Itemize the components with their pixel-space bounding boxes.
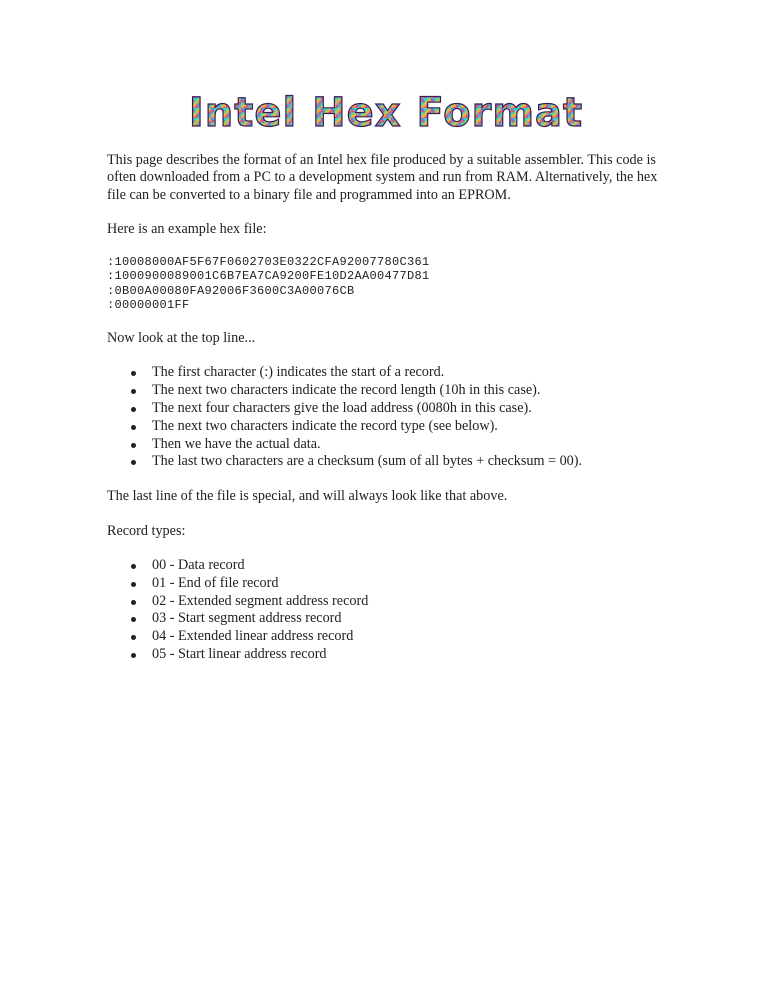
list-item: The last two characters are a checksum (sum of all bytes + checksum = 00). <box>152 453 667 471</box>
list-item: 01 - End of file record <box>152 575 667 593</box>
list-item: 00 - Data record <box>152 557 667 575</box>
list-item: 03 - Start segment address record <box>152 610 667 628</box>
hex-example-block <box>107 255 667 313</box>
hex-line: :0B00A00080FA92006F3600C3A00076CB <box>107 283 355 298</box>
hex-line: :10008000AF5F67F0602703E0322CFA92007780C361 <box>107 254 430 269</box>
intro-paragraph: This page describes the format of an Intel hex file produced by a suitable assembler. This code is often downloaded from a PC to a development system and run from RAM. Alternatively, the hex file can be converted to a binary file and programmed into an EPROM. <box>107 152 658 203</box>
hex-line: :1000900089001C6B7EA7CA9200FE10D2AA00477D81 <box>107 269 430 284</box>
list-item: 02 - Extended segment address record <box>152 593 667 611</box>
record-types-list <box>107 557 667 664</box>
list-item: The next two characters indicate the record type (see below). <box>152 418 667 436</box>
list-item: 04 - Extended linear address record <box>152 628 667 646</box>
document-page <box>107 88 667 664</box>
example-label: Here is an example hex file: <box>107 221 267 238</box>
title-banner <box>105 88 667 142</box>
top-line-label: Now look at the top line... <box>107 330 256 346</box>
top-line-list <box>107 364 667 471</box>
record-types-label: Record types: <box>107 522 186 539</box>
special-line-note: The last line of the file is special, and will always look like that above. <box>107 488 508 505</box>
hex-line: :00000001FF <box>107 298 190 313</box>
list-item: The next two characters indicate the record length (10h in this case). <box>152 382 667 400</box>
list-item: Then we have the actual data. <box>152 436 667 454</box>
list-item: The first character (:) indicates the start of a record. <box>152 364 667 382</box>
page-title: Intel Hex Format <box>188 90 584 136</box>
title-graphic <box>188 88 584 136</box>
list-item: The next four characters give the load address (0080h in this case). <box>152 400 667 418</box>
list-item: 05 - Start linear address record <box>152 646 667 664</box>
